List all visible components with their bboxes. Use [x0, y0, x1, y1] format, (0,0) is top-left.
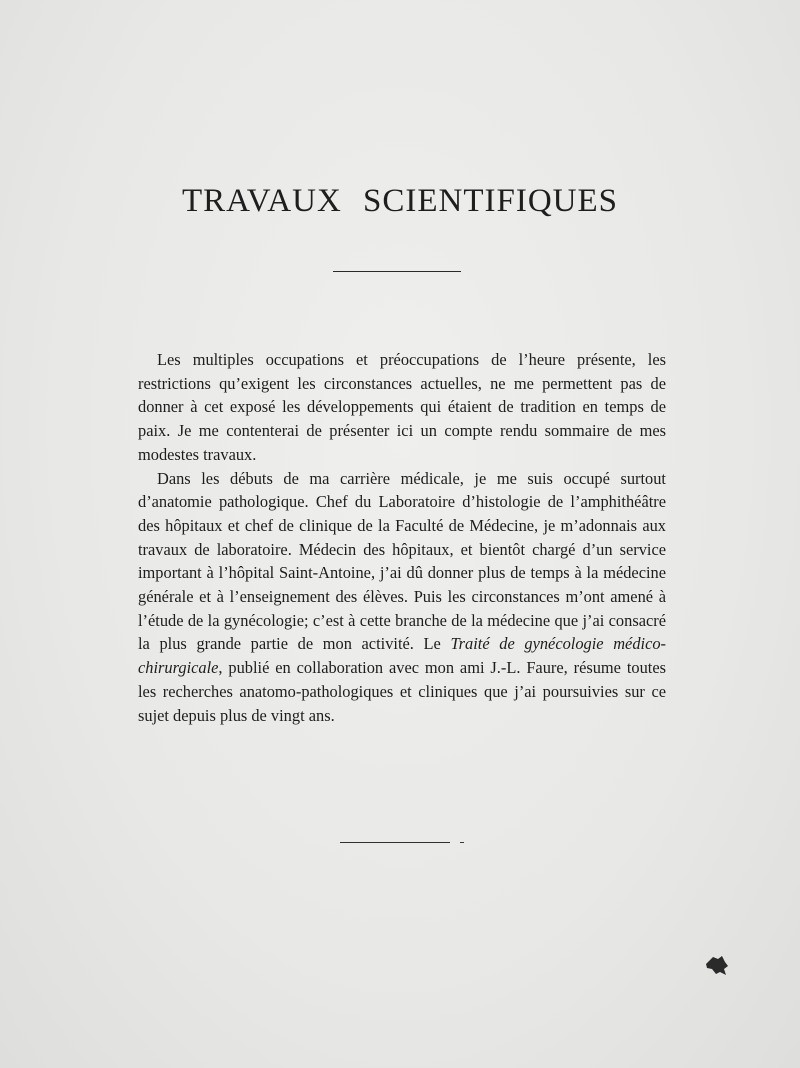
title-divider — [333, 271, 461, 272]
paragraph-career-text-end: , publié en collaboration avec mon ami J.-L. Faure, résume toutes les recherches anatomo-pathologiques et cliniques que j’ai poursuivies sur ce sujet depuis plus de vingt ans. — [138, 658, 666, 725]
paragraph-career — [138, 467, 666, 728]
page-title: TRAVAUX SCIENTIFIQUES — [181, 183, 619, 219]
book-title: Traité de gynécologie médico-chirurgicale — [138, 634, 666, 678]
paragraph-career-text-start: Dans les débuts de ma carrière médicale, je me suis occupé surtout d’anatomie pathologique. Chef du Laboratoire d’histologie de l’amphithéâtre des hôpitaux et chef de clinique de la Faculté de Médecine, je m’adonnais aux travaux de laboratoire. Médecin des hôpitaux, et bientôt chargé d’un service important à l’hôpital Saint-Antoine, j’ai dû donner plus de temps à la médecine générale et à l’enseignement des élèves. Puis les circonstances m’ont amené à l’étude de la gynécologie; c’est à cette branche de la médecine que j’ai consacré la plus grande partie de mon activité. Le — [138, 468, 666, 654]
body-text — [138, 348, 666, 727]
closing-divider — [340, 842, 450, 843]
ink-blot-icon — [704, 953, 730, 979]
paragraph-intro: Les multiples occupations et préoccupations de l’heure présente, les restrictions qu’exigent les circonstances actuelles, ne me permettent pas de donner à cet exposé les développements qui étaient de tradition en temps de paix. Je me contenterai de présenter ici un compte rendu sommaire de mes modestes travaux. — [138, 350, 666, 464]
closing-divider-dot — [460, 842, 464, 843]
